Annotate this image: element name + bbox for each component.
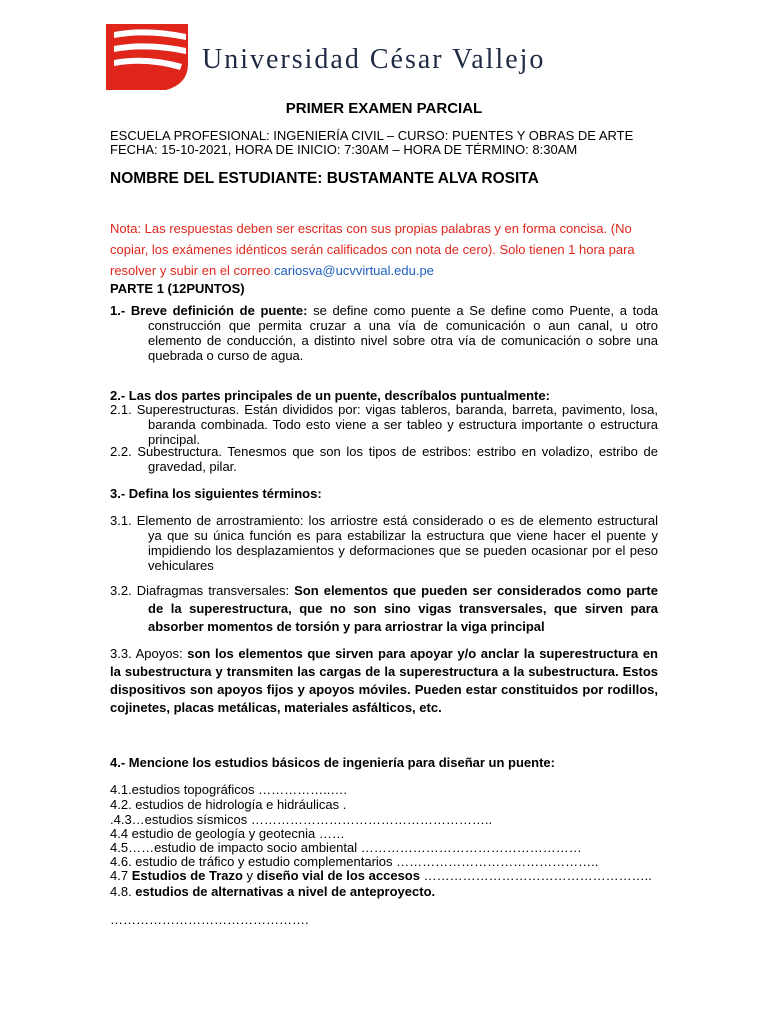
q4-item-7-prefix: 4.7 bbox=[110, 868, 132, 883]
q3-2-label: 3.2. Diafragmas transversales: bbox=[110, 583, 295, 598]
q3-2-answer: Son elementos que pueden ser considerados como parte de la superestructura, que no son sino vigas transversales, que sirven para absorber momentos de torsión y para arriostrar la viga principal bbox=[148, 583, 658, 634]
q4-item-8 bbox=[110, 884, 435, 899]
q4-item-8-bold: estudios de alternativas a nivel de anteproyecto. bbox=[135, 884, 436, 899]
q4-item-5: 4.5……estudio de impacto socio ambiental …………………………………………… bbox=[110, 840, 582, 855]
header bbox=[106, 24, 666, 94]
q3-3-answer: son los elementos que sirven para apoyar y/o anclar la superestructura en la subestructura y transmiten las cargas de la superestructura a la subestructura. Estos dispositivos son apoyos fijos y apoyos móviles. Pueden estar constituidos por rodillos, cojinetes, placas metálicas, materiales asfálticos, etc. bbox=[110, 646, 658, 715]
q3-2 bbox=[110, 582, 658, 636]
q4-item-6: 4.6. estudio de tráfico y estudio complementarios ……………………………………….. bbox=[110, 854, 599, 869]
q4-item-7-bold: Estudios de Trazo bbox=[131, 868, 243, 883]
university-logo bbox=[106, 24, 188, 90]
q3-3 bbox=[110, 645, 658, 717]
q4-item-7-mid: y bbox=[242, 868, 257, 883]
student-name: NOMBRE DEL ESTUDIANTE: BUSTAMANTE ALVA ROSITA bbox=[110, 170, 539, 187]
q3-3-label: 3.3. Apoyos: bbox=[110, 646, 188, 661]
note-text: Nota: Las respuestas deben ser escritas con sus propias palabras y en forma concisa. (No copiar, los exámenes idénticos serán calificados con nota de cero). Solo tienen 1 hora para resolver y subir en el correo bbox=[110, 221, 635, 278]
q4-item-2: 4.2. estudios de hidrología e hidráulicas . bbox=[110, 797, 347, 812]
q4-heading: 4.- Mencione los estudios básicos de ingeniería para diseñar un puente: bbox=[110, 755, 555, 770]
dots-line: ………………………………………. bbox=[110, 912, 309, 927]
email-link[interactable]: cariosva@ucvvirtual.edu.pe bbox=[274, 263, 434, 278]
part1-heading: PARTE 1 (12PUNTOS) bbox=[110, 281, 245, 296]
exam-title: PRIMER EXAMEN PARCIAL bbox=[285, 100, 483, 117]
q1-label: 1.- Breve definición de puente: bbox=[110, 303, 308, 318]
q2-1: 2.1. Superestructuras. Están divididos por: vigas tableros, baranda, barreta, pavimento, losa, baranda combinada. Todo esto viene a ser tableo y estructura importante o estructura principal. bbox=[110, 402, 658, 447]
q3-1: 3.1. Elemento de arrostramiento: los arriostre está considerado o es de elemento estructural ya que su única función es para estabilizar la estructura que viene hacer el puente y impidiendo los desplazamientos y deformaciones que se pueden ocasionar por el peso vehiculares bbox=[110, 513, 658, 573]
q1 bbox=[110, 303, 658, 363]
q1-answer: se define como puente a Se define como Puente, a toda construcción que permita cruzar a una vía de comunicación o aun canal, u otro elemento de conducción, a distinto nivel sobre otra vía de comunicación o sobre una quebrada o curso de agua. bbox=[148, 303, 658, 363]
q2-heading: 2.- Las dos partes principales de un puente, descríbalos puntualmente: bbox=[110, 388, 550, 403]
q4-item-7-bold2: diseño vial de los accesos bbox=[256, 868, 420, 883]
q4-item-4: 4.4 estudio de geología y geotecnia …… bbox=[110, 826, 345, 841]
q4-item-3: .4.3…estudios sísmicos ……………………………………………….. bbox=[110, 812, 493, 827]
university-name: Universidad César Vallejo bbox=[202, 44, 546, 75]
q2-2: 2.2. Subestructura. Tenesmos que son los tipos de estribos: estribo en voladizo, estribo de gravedad, pilar. bbox=[110, 444, 658, 474]
date-line: FECHA: 15-10-2021, HORA DE INICIO: 7:30AM – HORA DE TÉRMINO: 8:30AM bbox=[110, 142, 578, 157]
school-line: ESCUELA PROFESIONAL: INGENIERÍA CIVIL – CURSO: PUENTES Y OBRAS DE ARTE bbox=[110, 128, 634, 143]
note bbox=[110, 218, 658, 281]
q3-heading: 3.- Defina los siguientes términos: bbox=[110, 486, 322, 501]
q4-item-7-tail: …………………………………………….. bbox=[419, 868, 652, 883]
q4-item-8-prefix: 4.8. bbox=[110, 884, 136, 899]
q4-item-1: 4.1.estudios topográficos ……………..…. bbox=[110, 782, 347, 797]
q4-item-7 bbox=[110, 868, 652, 883]
